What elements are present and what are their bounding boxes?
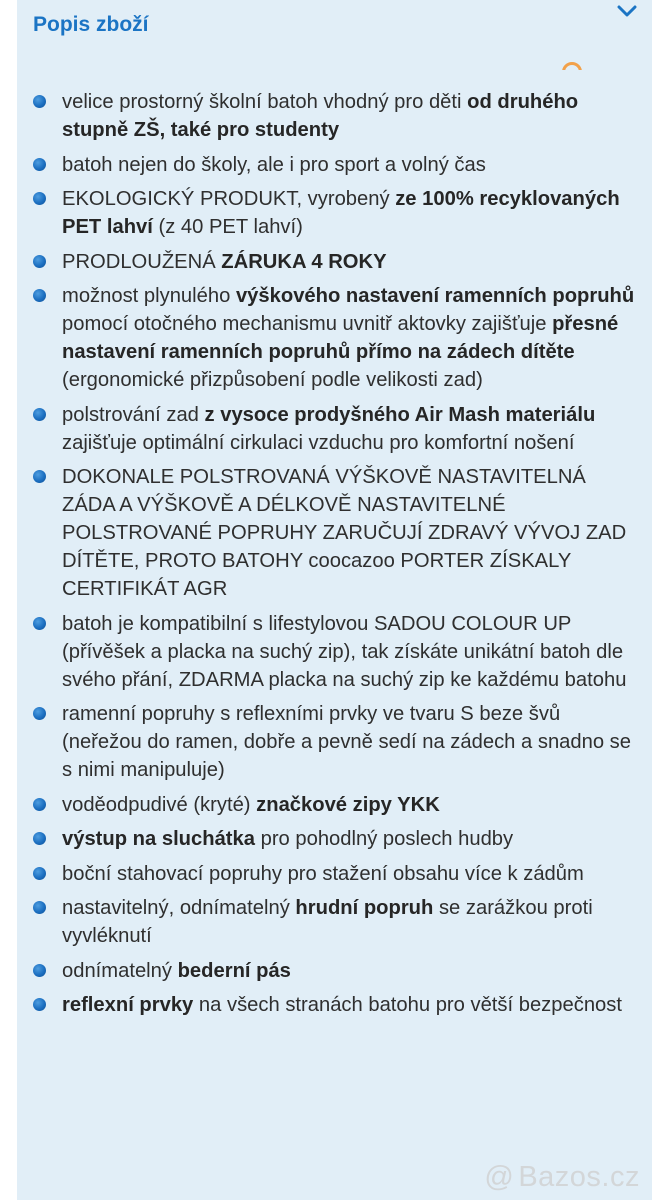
list-item <box>17 610 652 694</box>
bullet-icon <box>33 901 46 914</box>
bullet-icon <box>33 867 46 880</box>
item-text: (z 40 PET lahví) <box>152 216 303 238</box>
item-text: zajišťuje optimální cirkulaci vzduchu pro komfortní nošení <box>62 431 575 454</box>
bullet-icon <box>33 998 46 1011</box>
item-text: batoh nejen do školy, ale i pro sport a volný čas <box>62 153 486 176</box>
bullet-icon <box>33 408 46 421</box>
item-text: pro pohodlný poslech hudby <box>254 828 514 850</box>
item-text: se zarážkou proti vyvléknutí <box>62 897 593 947</box>
list-item <box>17 700 652 784</box>
item-text-bold: ZÁRUKA 4 ROKY <box>221 250 387 273</box>
item-text-bold: reflexní prvky <box>62 994 194 1016</box>
list-item <box>17 825 652 853</box>
watermark-at-icon: @ <box>484 1161 515 1193</box>
list-item <box>17 282 652 394</box>
item-text-bold: ze 100% recyklovaných PET lahví <box>62 188 620 238</box>
list-item <box>17 791 652 819</box>
list-item <box>17 88 652 144</box>
bullet-icon <box>33 798 46 811</box>
item-text: batoh je kompatibilní s lifestylovou SADOU COLOUR UP (přívěšek a placka na suchý zip), tak získáte unikátní batoh dle svého přání, ZDARMA placka na suchý zip ke každému batohu <box>62 612 627 691</box>
bullet-icon <box>33 255 46 268</box>
decorative-ring-icon <box>562 62 582 70</box>
section-header[interactable] <box>17 0 652 58</box>
item-text-bold: značkové zipy YKK <box>256 793 440 816</box>
bullet-icon <box>33 707 46 720</box>
list-item <box>17 894 652 950</box>
item-text: DOKONALE POLSTROVANÁ VÝŠKOVĚ NASTAVITELNÁ ZÁDA A VÝŠKOVĚ A DÉLKOVĚ NASTAVITELNÉ POLSTROVANÉ POPRUHY ZARUČUJÍ ZDRAVÝ VÝVOJ ZAD DÍTĚTE, PROTO BATOHY coocazoo PORTER ZÍSKALY CERTIFIKÁT AGR <box>62 466 627 600</box>
item-text: nastavitelný, odnímatelný <box>62 897 296 919</box>
item-text-bold: výškového nastavení ramenních popruhů <box>235 285 635 307</box>
item-text: ramenní popruhy s reflexními prvky ve tvaru S beze švů (neřežou do ramen, dobře a pevně sedí na zádech a snadno se s nimi manipuluje) <box>62 703 632 781</box>
section-title: Popis zboží <box>33 13 149 36</box>
bullet-icon <box>33 617 46 630</box>
item-text: na všech stranách batohu pro větší bezpečnost <box>193 994 622 1016</box>
item-text: možnost plynulého <box>62 285 236 307</box>
bullet-icon <box>33 470 46 483</box>
bullet-icon <box>33 158 46 171</box>
bullet-icon <box>33 289 46 302</box>
item-text: polstrování zad <box>62 403 205 426</box>
watermark-text: Bazos.cz <box>518 1161 640 1193</box>
bullet-icon <box>33 832 46 845</box>
item-text-bold: hrudní popruh <box>295 897 434 919</box>
chevron-down-icon[interactable] <box>616 3 638 19</box>
watermark <box>484 1161 640 1194</box>
list-item <box>17 248 652 276</box>
item-text: voděodpudivé (kryté) <box>62 793 257 816</box>
item-text-bold: výstup na sluchátka <box>62 828 255 850</box>
item-text-bold: bederní pás <box>177 959 291 982</box>
bullet-icon <box>33 95 46 108</box>
item-text-bold: přesné nastavení ramenních popruhů přímo na zádech dítěte <box>62 313 619 363</box>
list-item <box>17 401 652 457</box>
item-text: PRODLOUŽENÁ <box>62 250 222 273</box>
item-text: (ergonomické přizpůsobení podle velikosti zad) <box>62 369 483 391</box>
list-item <box>17 185 652 241</box>
list-item <box>17 151 652 179</box>
item-text-bold: z vysoce prodyšného Air Mash materiálu <box>204 403 596 426</box>
item-text: odnímatelný <box>62 959 178 982</box>
feature-list <box>17 88 652 1026</box>
item-text: EKOLOGICKÝ PRODUKT, vyrobený <box>62 188 396 210</box>
bullet-icon <box>33 192 46 205</box>
item-text: boční stahovací popruhy pro stažení obsahu více k zádům <box>62 862 584 885</box>
product-description-panel <box>17 0 652 1200</box>
bullet-icon <box>33 964 46 977</box>
list-item <box>17 957 652 985</box>
list-item <box>17 463 652 603</box>
item-text: velice prostorný školní batoh vhodný pro děti <box>62 91 468 113</box>
list-item <box>17 860 652 888</box>
item-text-bold: od druhého stupně ZŠ, také pro studenty <box>62 91 579 141</box>
item-text: pomocí otočného mechanismu uvnitř aktovky zajišťuje <box>62 313 553 335</box>
list-item <box>17 991 652 1019</box>
